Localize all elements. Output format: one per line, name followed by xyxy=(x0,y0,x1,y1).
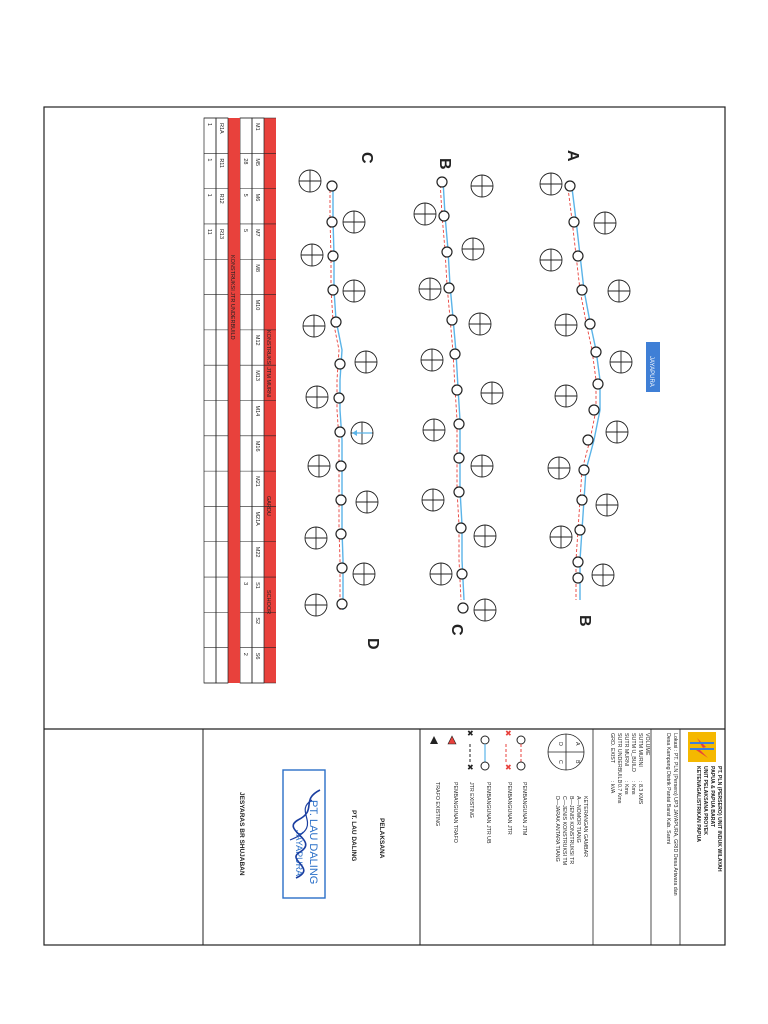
legend-title: KETERANGAN GAMBAR xyxy=(582,796,588,857)
label-circle-icon xyxy=(343,211,365,233)
table-count-cell: 1 xyxy=(206,158,212,162)
label-circle-icon xyxy=(608,280,630,302)
label-circles xyxy=(299,170,632,621)
pole-circle-icon xyxy=(450,349,460,359)
poles-c-d xyxy=(327,181,347,609)
location-line2: Desa Kampung Distrik Pantai Barat Kab. Sarmi xyxy=(665,733,671,844)
trafo-triangle-icon xyxy=(430,736,438,744)
label-circle-icon xyxy=(471,455,493,477)
pole-circle-icon xyxy=(327,217,337,227)
pole-circle-icon xyxy=(458,603,468,613)
table-code-cell: M12 xyxy=(254,334,260,346)
signature-company: PT. LAU DALING xyxy=(350,810,357,862)
jtr-header-bar xyxy=(228,118,240,683)
label-circle-icon xyxy=(306,386,328,408)
table-code-cell: M6 xyxy=(254,193,260,202)
table-code-cell: S6 xyxy=(254,652,260,660)
pole-circle-icon xyxy=(577,285,587,295)
company-line4: KETENAGALISTRIKAN PAPUA xyxy=(695,766,701,842)
volume-block xyxy=(609,733,650,805)
table-code-cell: M10 xyxy=(254,299,260,311)
legend-circle-text: A—NOMOR TIANG xyxy=(575,796,581,843)
label-circle-icon xyxy=(555,314,577,336)
pole-circle-icon xyxy=(454,487,464,497)
label-circle-icon xyxy=(414,203,436,225)
label-circle-icon xyxy=(301,244,323,266)
pole-circle-icon xyxy=(336,495,346,505)
table-code-cell: M5 xyxy=(254,158,260,166)
svg-text:D: D xyxy=(557,742,563,746)
stamp-line1: PT. LAU DALING xyxy=(307,800,319,885)
label-circle-icon xyxy=(594,212,616,234)
pole-circle-icon xyxy=(337,599,347,609)
company-line3: UNIT PELAKSANA PROYEK xyxy=(702,766,708,835)
label-circle-icon xyxy=(421,349,443,371)
table-code-cell: M8 xyxy=(254,264,260,272)
pole-circle-icon xyxy=(336,461,346,471)
volume-row-value: : Kms xyxy=(630,781,636,795)
pole-circle-icon xyxy=(454,453,464,463)
label-circle-icon xyxy=(423,419,445,441)
legend-item-label: TRAFO EXISTING xyxy=(434,782,440,827)
label-circle-icon xyxy=(606,421,628,443)
table-count-cell: 2 xyxy=(242,652,248,656)
legend-symbols xyxy=(430,729,525,772)
label-circle-icon xyxy=(308,455,330,477)
table-code-cell: M14 xyxy=(254,405,260,417)
label-circle-icon xyxy=(303,315,325,337)
pole-circle-icon xyxy=(328,251,338,261)
pole-circle-icon xyxy=(454,419,464,429)
cross-icon: ✖ xyxy=(467,729,474,738)
section-letter-c-bottom: C xyxy=(448,624,465,636)
label-circle-icon xyxy=(540,173,562,195)
label-circle-icon xyxy=(550,526,572,548)
location-tag-text: JAYAPURA xyxy=(648,356,654,387)
volume-row-value: : 8.3 KMS xyxy=(637,781,643,805)
volume-row-value: : Kms xyxy=(623,781,629,795)
legend-item-label: JTR EXISTING xyxy=(468,782,474,818)
table-code-cell: M16 xyxy=(254,440,260,452)
legend-circle-text: D—JARAK ANTARA TIANG xyxy=(554,796,560,862)
label-circle-icon xyxy=(555,385,577,407)
company-logo xyxy=(688,732,716,762)
table-code-cell: M21 xyxy=(254,476,260,487)
label-circle-icon xyxy=(471,175,493,197)
section-letter-b-bottom: B xyxy=(576,615,593,627)
label-circle-icon xyxy=(419,278,441,300)
table-code-cell: M7 xyxy=(254,228,260,237)
section-letter-d-bottom: D xyxy=(364,638,381,650)
pole-circle-icon xyxy=(331,317,341,327)
legend-circle-text: C—JENIS KONSTRUKSI TM xyxy=(561,796,567,866)
poles-b-c xyxy=(437,177,468,613)
schoor-header: SCHOOR xyxy=(265,590,271,615)
label-circle-icon xyxy=(430,563,452,585)
pole-circle-icon xyxy=(579,465,589,475)
label-circle-icon xyxy=(343,280,365,302)
label-circle-icon xyxy=(540,249,562,271)
table-code-cell: R11 xyxy=(218,158,224,168)
trafo-triangle-icon xyxy=(448,736,456,744)
section-letter-c-top: C xyxy=(358,152,375,164)
legend-key-circle xyxy=(548,734,584,770)
label-circle-icon xyxy=(462,238,484,260)
label-circle-icon xyxy=(353,563,375,585)
pole-circle-icon xyxy=(575,525,585,535)
location-line1: Lokasi : PT. PLN (Persero) UP3 JAYAPURA, GRID Desa Ariwara dan xyxy=(672,733,678,896)
signature-role: PELAKSANA xyxy=(378,818,385,859)
volume-row-label: GRD. EXIST xyxy=(609,733,615,764)
svg-text:A: A xyxy=(574,742,580,746)
pole-circle-icon xyxy=(335,359,345,369)
table-code-cell: M21A xyxy=(254,511,260,526)
table-code-cell: S2 xyxy=(254,617,260,625)
legend-item-label: PEMBANGUNAN JTM xyxy=(521,782,527,836)
volume-row-label: SUTM U_BUILD xyxy=(630,733,636,772)
pole-circle-icon xyxy=(565,181,575,191)
pole-circle-icon xyxy=(437,177,447,187)
table-code-cell: M13 xyxy=(254,370,260,381)
legend-item-label: PEMBANGUNAN JTR xyxy=(506,782,512,835)
label-circle-icon xyxy=(305,594,327,616)
table-count-cell: 5 xyxy=(242,193,248,197)
pole-circle-icon xyxy=(447,315,457,325)
pole-circle-icon xyxy=(583,435,593,445)
table-code-cell: R13 xyxy=(218,228,224,240)
pole-circle-icon xyxy=(442,247,452,257)
label-circle-icon xyxy=(422,489,444,511)
label-circle-icon xyxy=(610,351,632,373)
section-letter-a: A xyxy=(564,150,581,162)
jtr-header: KONSTRUKSI JTR UNDERBUILD xyxy=(229,255,235,340)
company-stamp xyxy=(283,770,325,898)
volume-row-label: SUTM MURNI xyxy=(637,733,643,767)
jtm-header: KONSTRUKSI JTM MURNI xyxy=(265,330,271,398)
pole-circle-icon xyxy=(327,181,337,191)
construction-table xyxy=(204,118,276,683)
pole-circle-icon xyxy=(457,569,467,579)
label-circle-icon xyxy=(469,313,491,335)
table-count-cell: 11 xyxy=(206,228,212,235)
pole-circle-icon xyxy=(589,405,599,415)
pole-circle-icon xyxy=(569,217,579,227)
label-circle-icon xyxy=(474,599,496,621)
table-code-cell: M22 xyxy=(254,546,260,558)
pole-circle-icon xyxy=(591,347,601,357)
pole-circle-icon xyxy=(328,285,338,295)
volume-title: VOLUME xyxy=(644,733,650,756)
pole-circle-icon xyxy=(335,427,345,437)
pole-circle-icon xyxy=(439,211,449,221)
pole-circle-icon xyxy=(577,495,587,505)
svg-text:B: B xyxy=(574,760,580,764)
label-circle-icon xyxy=(305,527,327,549)
pole-circle-icon xyxy=(573,251,583,261)
pole-circle-icon xyxy=(452,385,462,395)
label-circle-icon xyxy=(592,564,614,586)
label-circle-icon xyxy=(474,525,496,547)
table-count-cell: 5 xyxy=(242,228,248,232)
signature-name: JESYARAS BR SHUJABAN xyxy=(238,792,245,876)
table-code-cell: R1A xyxy=(218,123,224,134)
section-letter-b-top: B xyxy=(436,158,453,170)
legend-circle-text: B—JENIS KONSTRUKSI TR xyxy=(568,796,574,865)
table-code-cell: R12 xyxy=(218,193,224,204)
volume-row-label: SUTR MURNI xyxy=(623,733,629,767)
gardu-header: GARDU xyxy=(265,496,271,516)
legend-block xyxy=(430,729,588,865)
table-code-cell: M1 xyxy=(254,123,260,131)
volume-row-value: : 0.7 Kms xyxy=(616,781,622,804)
pole-circle-icon xyxy=(334,393,344,403)
svg-text:C: C xyxy=(557,760,563,764)
company-name: PT. PLN (PERSERO) UNIT INDUK WILAYAH xyxy=(716,766,722,872)
label-circle-icon xyxy=(481,382,503,404)
pole-circle-icon xyxy=(444,283,454,293)
pole-circle-icon xyxy=(336,529,346,539)
cross-icon: ✖ xyxy=(505,729,512,738)
cross-icon: ✖ xyxy=(505,763,512,772)
table-count-cell: 1 xyxy=(206,193,212,197)
label-circle-icon xyxy=(548,457,570,479)
table-count-cell: 3 xyxy=(242,582,248,586)
pole-circle-icon xyxy=(337,563,347,573)
label-circle-icon xyxy=(299,170,321,192)
label-circle-icon xyxy=(596,494,618,516)
table-code-cell: S1 xyxy=(254,582,260,589)
pole-circle-icon xyxy=(573,573,583,583)
label-circle-icon xyxy=(355,351,377,373)
pole-circle-icon xyxy=(573,557,583,567)
volume-row-value: : kVA xyxy=(609,781,615,794)
volume-row-label: SUTR UNDERBUILD xyxy=(616,733,622,784)
pole-circle-icon xyxy=(593,379,603,389)
pole-circle-icon xyxy=(585,319,595,329)
pln-logo-icon xyxy=(688,732,716,762)
legend-item-label: PEMBANGUNAN TRAFO xyxy=(452,782,458,843)
pole-circle-icon xyxy=(456,523,466,533)
table-count-cell: 28 xyxy=(242,158,248,165)
company-line2: PAPUA & PAPUA BARAT xyxy=(709,766,715,827)
stamp-line2: JAYAPURA xyxy=(294,830,304,877)
poles-a-b xyxy=(565,181,603,583)
cross-icon: ✖ xyxy=(467,763,474,772)
table-count-cell: 1 xyxy=(206,123,212,127)
legend-item-label: PEMBANGUNAN JTR UB xyxy=(485,782,491,844)
label-circle-icon xyxy=(356,491,378,513)
